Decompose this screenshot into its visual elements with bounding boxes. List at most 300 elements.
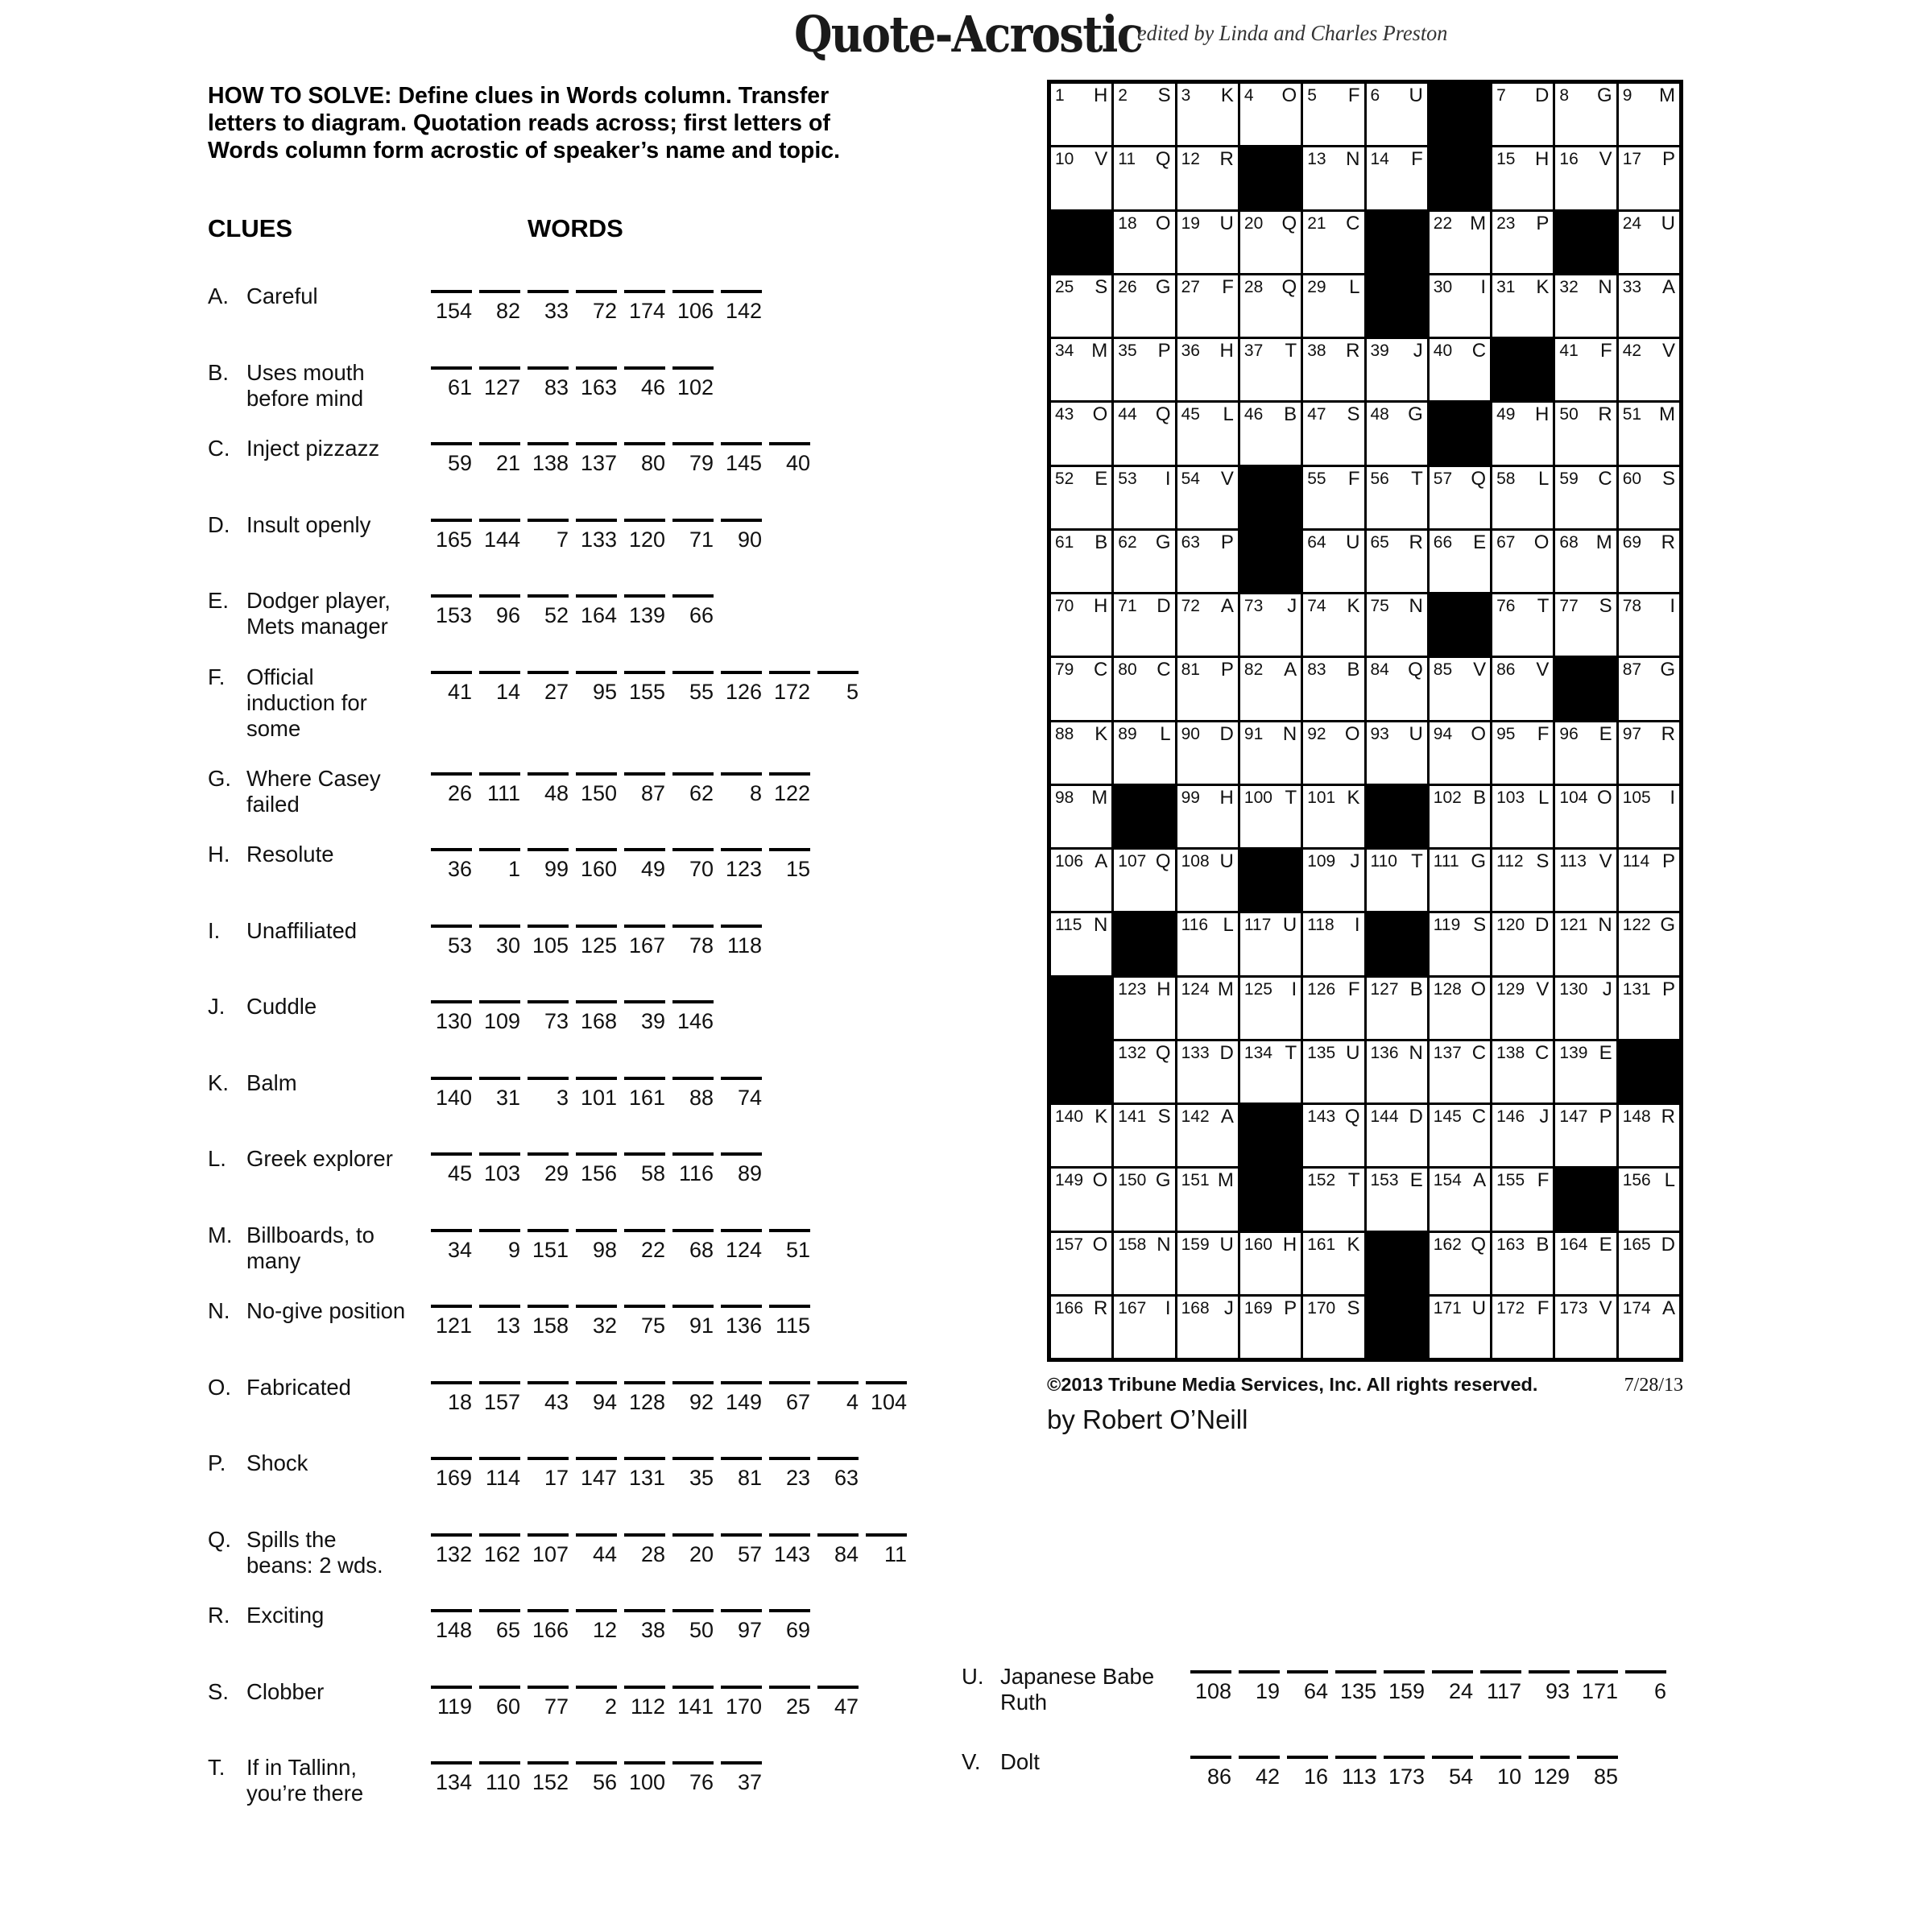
grid-cell[interactable] [1430, 786, 1490, 847]
grid-cell[interactable] [1240, 403, 1301, 464]
answer-blank[interactable]: 31 [479, 1077, 520, 1111]
answer-blank[interactable]: 16 [1287, 1756, 1328, 1789]
answer-blank[interactable]: 56 [576, 1761, 617, 1795]
answer-blank[interactable]: 127 [479, 366, 520, 400]
answer-blank[interactable]: 86 [1190, 1756, 1231, 1789]
grid-cell[interactable] [1303, 594, 1363, 656]
grid-cell[interactable] [1240, 658, 1301, 719]
answer-blank[interactable]: 138 [528, 442, 569, 476]
answer-blank[interactable]: 35 [672, 1457, 714, 1491]
answer-blank[interactable]: 153 [431, 594, 472, 628]
grid-cell[interactable] [1367, 850, 1427, 911]
grid-cell[interactable] [1114, 658, 1174, 719]
answer-blank[interactable]: 142 [721, 290, 762, 324]
answer-blank[interactable]: 72 [576, 290, 617, 324]
grid-cell[interactable] [1240, 275, 1301, 337]
answer-blank[interactable]: 91 [672, 1305, 714, 1338]
answer-blank[interactable]: 143 [769, 1533, 810, 1567]
answer-blank[interactable]: 43 [528, 1381, 569, 1415]
grid-cell[interactable] [1492, 147, 1553, 209]
answer-blank[interactable]: 65 [479, 1609, 520, 1643]
answer-blank[interactable]: 144 [479, 519, 520, 552]
grid-cell[interactable] [1367, 339, 1427, 400]
grid-cell[interactable] [1051, 594, 1111, 656]
grid-cell[interactable] [1430, 913, 1490, 974]
answer-blank[interactable]: 140 [431, 1077, 472, 1111]
answer-blank[interactable]: 32 [576, 1305, 617, 1338]
answer-blank[interactable]: 108 [1190, 1670, 1231, 1704]
grid-cell[interactable] [1240, 722, 1301, 784]
answer-blank[interactable]: 45 [431, 1152, 472, 1186]
answer-blank[interactable]: 167 [624, 925, 665, 958]
grid-cell[interactable] [1177, 147, 1238, 209]
grid-cell[interactable] [1114, 531, 1174, 592]
answer-blank[interactable]: 84 [817, 1533, 859, 1567]
answer-blank[interactable]: 62 [672, 772, 714, 806]
grid-cell[interactable] [1303, 1233, 1363, 1294]
answer-blank[interactable]: 169 [431, 1457, 472, 1491]
grid-cell[interactable] [1430, 212, 1490, 273]
answer-blank[interactable]: 87 [624, 772, 665, 806]
grid-cell[interactable] [1555, 275, 1616, 337]
answer-blank[interactable]: 103 [479, 1152, 520, 1186]
grid-cell[interactable] [1367, 1041, 1427, 1103]
grid-cell[interactable] [1303, 147, 1363, 209]
answer-blank[interactable]: 89 [721, 1152, 762, 1186]
answer-blank[interactable]: 82 [479, 290, 520, 324]
grid-cell[interactable] [1114, 978, 1174, 1039]
grid-cell[interactable] [1367, 1169, 1427, 1230]
grid-cell[interactable] [1555, 1041, 1616, 1103]
grid-cell[interactable] [1114, 275, 1174, 337]
grid-cell[interactable] [1430, 1297, 1490, 1358]
answer-blank[interactable]: 118 [721, 925, 762, 958]
answer-blank[interactable]: 161 [624, 1077, 665, 1111]
answer-blank[interactable]: 8 [721, 772, 762, 806]
grid-cell[interactable] [1430, 275, 1490, 337]
answer-blank[interactable]: 147 [576, 1457, 617, 1491]
answer-blank[interactable]: 110 [479, 1761, 520, 1795]
grid-cell[interactable] [1430, 339, 1490, 400]
grid-cell[interactable] [1177, 339, 1238, 400]
grid-cell[interactable] [1177, 403, 1238, 464]
grid-cell[interactable] [1303, 1105, 1363, 1166]
answer-blank[interactable]: 151 [528, 1229, 569, 1263]
grid-cell[interactable] [1555, 403, 1616, 464]
grid-cell[interactable] [1303, 339, 1363, 400]
grid-cell[interactable] [1240, 786, 1301, 847]
answer-blank[interactable]: 26 [431, 772, 472, 806]
answer-blank[interactable]: 90 [721, 519, 762, 552]
grid-cell[interactable] [1114, 1105, 1174, 1166]
grid-cell[interactable] [1303, 978, 1363, 1039]
answer-blank[interactable]: 152 [528, 1761, 569, 1795]
grid-cell[interactable] [1177, 467, 1238, 528]
answer-blank[interactable]: 156 [576, 1152, 617, 1186]
answer-blank[interactable]: 124 [721, 1229, 762, 1263]
grid-cell[interactable] [1619, 212, 1679, 273]
grid-cell[interactable] [1555, 1297, 1616, 1358]
grid-cell[interactable] [1240, 212, 1301, 273]
answer-blank[interactable]: 23 [769, 1457, 810, 1491]
answer-blank[interactable]: 119 [431, 1686, 472, 1719]
answer-blank[interactable]: 53 [431, 925, 472, 958]
answer-blank[interactable]: 1 [479, 848, 520, 882]
answer-blank[interactable]: 141 [672, 1686, 714, 1719]
grid-cell[interactable] [1430, 1169, 1490, 1230]
grid-cell[interactable] [1492, 275, 1553, 337]
answer-blank[interactable]: 38 [624, 1609, 665, 1643]
answer-blank[interactable]: 60 [479, 1686, 520, 1719]
answer-blank[interactable]: 61 [431, 366, 472, 400]
grid-cell[interactable] [1177, 1233, 1238, 1294]
answer-blank[interactable]: 97 [721, 1609, 762, 1643]
answer-blank[interactable]: 44 [576, 1533, 617, 1567]
answer-blank[interactable]: 21 [479, 442, 520, 476]
grid-cell[interactable] [1555, 913, 1616, 974]
grid-cell[interactable] [1367, 467, 1427, 528]
grid-cell[interactable] [1492, 1041, 1553, 1103]
grid-cell[interactable] [1555, 467, 1616, 528]
grid-cell[interactable] [1619, 850, 1679, 911]
grid-cell[interactable] [1177, 978, 1238, 1039]
answer-blank[interactable]: 29 [528, 1152, 569, 1186]
answer-blank[interactable]: 92 [672, 1381, 714, 1415]
answer-blank[interactable]: 137 [576, 442, 617, 476]
answer-blank[interactable]: 95 [576, 671, 617, 705]
grid-cell[interactable] [1051, 467, 1111, 528]
grid-cell[interactable] [1430, 850, 1490, 911]
answer-blank[interactable]: 96 [479, 594, 520, 628]
answer-blank[interactable]: 67 [769, 1381, 810, 1415]
grid-cell[interactable] [1430, 467, 1490, 528]
grid-cell[interactable] [1114, 594, 1174, 656]
answer-blank[interactable]: 41 [431, 671, 472, 705]
grid-cell[interactable] [1555, 850, 1616, 911]
grid-cell[interactable] [1555, 594, 1616, 656]
answer-blank[interactable]: 114 [479, 1457, 520, 1491]
grid-cell[interactable] [1619, 1233, 1679, 1294]
grid-cell[interactable] [1619, 913, 1679, 974]
answer-blank[interactable]: 150 [576, 772, 617, 806]
answer-blank[interactable]: 136 [721, 1305, 762, 1338]
answer-blank[interactable]: 12 [576, 1609, 617, 1643]
answer-blank[interactable]: 131 [624, 1457, 665, 1491]
grid-cell[interactable] [1555, 722, 1616, 784]
grid-cell[interactable] [1555, 531, 1616, 592]
answer-blank[interactable]: 128 [624, 1381, 665, 1415]
answer-blank[interactable]: 28 [624, 1533, 665, 1567]
grid-cell[interactable] [1240, 1041, 1301, 1103]
answer-blank[interactable]: 173 [1384, 1756, 1425, 1789]
grid-cell[interactable] [1367, 722, 1427, 784]
grid-cell[interactable] [1430, 1105, 1490, 1166]
grid-cell[interactable] [1114, 467, 1174, 528]
grid-cell[interactable] [1303, 1169, 1363, 1230]
answer-blank[interactable]: 74 [721, 1077, 762, 1111]
answer-blank[interactable]: 170 [721, 1686, 762, 1719]
grid-cell[interactable] [1619, 147, 1679, 209]
grid-cell[interactable] [1430, 1041, 1490, 1103]
grid-cell[interactable] [1177, 84, 1238, 145]
answer-blank[interactable]: 37 [721, 1761, 762, 1795]
answer-blank[interactable]: 99 [528, 848, 569, 882]
grid-cell[interactable] [1367, 531, 1427, 592]
grid-cell[interactable] [1492, 850, 1553, 911]
grid-cell[interactable] [1114, 147, 1174, 209]
grid-cell[interactable] [1303, 1297, 1363, 1358]
grid-cell[interactable] [1430, 658, 1490, 719]
grid-cell[interactable] [1367, 147, 1427, 209]
answer-blank[interactable]: 171 [1577, 1670, 1618, 1704]
grid-cell[interactable] [1492, 913, 1553, 974]
answer-blank[interactable]: 101 [576, 1077, 617, 1111]
answer-blank[interactable]: 122 [769, 772, 810, 806]
answer-blank[interactable]: 117 [1480, 1670, 1521, 1704]
answer-blank[interactable]: 78 [672, 925, 714, 958]
grid-cell[interactable] [1619, 1297, 1679, 1358]
grid-cell[interactable] [1619, 275, 1679, 337]
answer-blank[interactable]: 77 [528, 1686, 569, 1719]
answer-blank[interactable]: 81 [721, 1457, 762, 1491]
grid-cell[interactable] [1303, 786, 1363, 847]
answer-blank[interactable]: 15 [769, 848, 810, 882]
answer-blank[interactable]: 121 [431, 1305, 472, 1338]
answer-blank[interactable]: 22 [624, 1229, 665, 1263]
answer-blank[interactable]: 80 [624, 442, 665, 476]
answer-blank[interactable]: 125 [576, 925, 617, 958]
answer-blank[interactable]: 83 [528, 366, 569, 400]
grid-cell[interactable] [1367, 594, 1427, 656]
answer-blank[interactable]: 11 [866, 1533, 907, 1567]
grid-cell[interactable] [1240, 913, 1301, 974]
answer-blank[interactable]: 132 [431, 1533, 472, 1567]
grid-cell[interactable] [1492, 594, 1553, 656]
grid-cell[interactable] [1177, 850, 1238, 911]
grid-cell[interactable] [1177, 212, 1238, 273]
grid-cell[interactable] [1303, 212, 1363, 273]
answer-blank[interactable]: 73 [528, 1000, 569, 1034]
grid-cell[interactable] [1240, 1297, 1301, 1358]
answer-blank[interactable]: 154 [431, 290, 472, 324]
answer-blank[interactable]: 39 [624, 1000, 665, 1034]
answer-blank[interactable]: 98 [576, 1229, 617, 1263]
answer-blank[interactable]: 51 [769, 1229, 810, 1263]
grid-cell[interactable] [1303, 84, 1363, 145]
grid-cell[interactable] [1051, 1233, 1111, 1294]
grid-cell[interactable] [1177, 1297, 1238, 1358]
grid-cell[interactable] [1177, 594, 1238, 656]
grid-cell[interactable] [1114, 1041, 1174, 1103]
grid-cell[interactable] [1492, 1297, 1553, 1358]
answer-blank[interactable]: 36 [431, 848, 472, 882]
grid-cell[interactable] [1492, 722, 1553, 784]
answer-blank[interactable]: 50 [672, 1609, 714, 1643]
answer-blank[interactable]: 59 [431, 442, 472, 476]
answer-blank[interactable]: 85 [1577, 1756, 1618, 1789]
answer-blank[interactable]: 172 [769, 671, 810, 705]
answer-blank[interactable]: 126 [721, 671, 762, 705]
answer-blank[interactable]: 139 [624, 594, 665, 628]
grid-cell[interactable] [1177, 531, 1238, 592]
grid-cell[interactable] [1051, 403, 1111, 464]
grid-cell[interactable] [1114, 84, 1174, 145]
answer-blank[interactable]: 107 [528, 1533, 569, 1567]
grid-cell[interactable] [1051, 1105, 1111, 1166]
answer-blank[interactable]: 55 [672, 671, 714, 705]
grid-cell[interactable] [1240, 84, 1301, 145]
grid-cell[interactable] [1430, 978, 1490, 1039]
grid-cell[interactable] [1177, 658, 1238, 719]
grid-cell[interactable] [1555, 339, 1616, 400]
answer-blank[interactable]: 54 [1432, 1756, 1473, 1789]
grid-cell[interactable] [1051, 84, 1111, 145]
answer-blank[interactable]: 149 [721, 1381, 762, 1415]
answer-blank[interactable]: 174 [624, 290, 665, 324]
grid-cell[interactable] [1555, 84, 1616, 145]
answer-blank[interactable]: 105 [528, 925, 569, 958]
grid-cell[interactable] [1367, 978, 1427, 1039]
answer-blank[interactable]: 17 [528, 1457, 569, 1491]
answer-blank[interactable]: 18 [431, 1381, 472, 1415]
grid-cell[interactable] [1367, 1105, 1427, 1166]
grid-cell[interactable] [1177, 722, 1238, 784]
grid-cell[interactable] [1555, 786, 1616, 847]
grid-cell[interactable] [1240, 978, 1301, 1039]
answer-blank[interactable]: 104 [866, 1381, 907, 1415]
answer-blank[interactable]: 6 [1625, 1670, 1666, 1704]
answer-blank[interactable]: 76 [672, 1761, 714, 1795]
grid-cell[interactable] [1492, 658, 1553, 719]
answer-blank[interactable]: 165 [431, 519, 472, 552]
grid-cell[interactable] [1492, 212, 1553, 273]
grid-cell[interactable] [1303, 403, 1363, 464]
grid-cell[interactable] [1430, 722, 1490, 784]
grid-cell[interactable] [1051, 1169, 1111, 1230]
answer-blank[interactable]: 162 [479, 1533, 520, 1567]
grid-cell[interactable] [1114, 403, 1174, 464]
grid-cell[interactable] [1177, 913, 1238, 974]
answer-blank[interactable]: 46 [624, 366, 665, 400]
answer-blank[interactable]: 3 [528, 1077, 569, 1111]
answer-blank[interactable]: 102 [672, 366, 714, 400]
answer-blank[interactable]: 42 [1239, 1756, 1280, 1789]
grid-cell[interactable] [1303, 1041, 1363, 1103]
answer-blank[interactable]: 40 [769, 442, 810, 476]
answer-blank[interactable]: 146 [672, 1000, 714, 1034]
answer-blank[interactable]: 64 [1287, 1670, 1328, 1704]
grid-cell[interactable] [1303, 467, 1363, 528]
answer-blank[interactable]: 14 [479, 671, 520, 705]
answer-blank[interactable]: 120 [624, 519, 665, 552]
grid-cell[interactable] [1619, 1105, 1679, 1166]
answer-blank[interactable]: 20 [672, 1533, 714, 1567]
answer-blank[interactable]: 93 [1529, 1670, 1570, 1704]
grid-cell[interactable] [1619, 403, 1679, 464]
grid-cell[interactable] [1240, 594, 1301, 656]
answer-blank[interactable]: 164 [576, 594, 617, 628]
grid-cell[interactable] [1492, 1105, 1553, 1166]
answer-blank[interactable]: 115 [769, 1305, 810, 1338]
answer-blank[interactable]: 168 [576, 1000, 617, 1034]
grid-cell[interactable] [1303, 722, 1363, 784]
answer-blank[interactable]: 88 [672, 1077, 714, 1111]
grid-cell[interactable] [1367, 658, 1427, 719]
answer-blank[interactable]: 19 [1239, 1670, 1280, 1704]
answer-blank[interactable]: 166 [528, 1609, 569, 1643]
answer-blank[interactable]: 4 [817, 1381, 859, 1415]
answer-blank[interactable]: 111 [479, 772, 520, 806]
answer-blank[interactable]: 24 [1432, 1670, 1473, 1704]
answer-blank[interactable]: 133 [576, 519, 617, 552]
answer-blank[interactable]: 57 [721, 1533, 762, 1567]
grid-cell[interactable] [1051, 850, 1111, 911]
grid-cell[interactable] [1114, 722, 1174, 784]
answer-blank[interactable]: 134 [431, 1761, 472, 1795]
answer-blank[interactable]: 163 [576, 366, 617, 400]
grid-cell[interactable] [1051, 913, 1111, 974]
grid-cell[interactable] [1430, 1233, 1490, 1294]
answer-blank[interactable]: 70 [672, 848, 714, 882]
grid-cell[interactable] [1619, 467, 1679, 528]
answer-blank[interactable]: 155 [624, 671, 665, 705]
answer-blank[interactable]: 33 [528, 290, 569, 324]
grid-cell[interactable] [1177, 1105, 1238, 1166]
answer-blank[interactable]: 30 [479, 925, 520, 958]
answer-blank[interactable]: 112 [624, 1686, 665, 1719]
grid-cell[interactable] [1051, 722, 1111, 784]
answer-blank[interactable]: 25 [769, 1686, 810, 1719]
grid-cell[interactable] [1177, 786, 1238, 847]
answer-blank[interactable]: 129 [1529, 1756, 1570, 1789]
grid-cell[interactable] [1051, 339, 1111, 400]
answer-blank[interactable]: 109 [479, 1000, 520, 1034]
answer-blank[interactable]: 145 [721, 442, 762, 476]
grid-cell[interactable] [1555, 147, 1616, 209]
answer-blank[interactable]: 159 [1384, 1670, 1425, 1704]
grid-cell[interactable] [1303, 658, 1363, 719]
answer-blank[interactable]: 75 [624, 1305, 665, 1338]
answer-blank[interactable]: 66 [672, 594, 714, 628]
answer-blank[interactable]: 49 [624, 848, 665, 882]
grid-cell[interactable] [1303, 531, 1363, 592]
grid-cell[interactable] [1619, 84, 1679, 145]
answer-blank[interactable]: 116 [672, 1152, 714, 1186]
grid-cell[interactable] [1240, 339, 1301, 400]
grid-cell[interactable] [1492, 403, 1553, 464]
answer-blank[interactable]: 47 [817, 1686, 859, 1719]
grid-cell[interactable] [1177, 1041, 1238, 1103]
grid-cell[interactable] [1114, 212, 1174, 273]
grid-cell[interactable] [1367, 403, 1427, 464]
answer-blank[interactable]: 123 [721, 848, 762, 882]
grid-cell[interactable] [1492, 467, 1553, 528]
answer-blank[interactable]: 106 [672, 290, 714, 324]
grid-cell[interactable] [1114, 1297, 1174, 1358]
grid-cell[interactable] [1619, 339, 1679, 400]
grid-cell[interactable] [1619, 594, 1679, 656]
grid-cell[interactable] [1114, 1233, 1174, 1294]
answer-blank[interactable]: 13 [479, 1305, 520, 1338]
grid-cell[interactable] [1430, 531, 1490, 592]
answer-blank[interactable]: 10 [1480, 1756, 1521, 1789]
answer-blank[interactable]: 2 [576, 1686, 617, 1719]
answer-blank[interactable]: 158 [528, 1305, 569, 1338]
answer-blank[interactable]: 27 [528, 671, 569, 705]
answer-blank[interactable]: 94 [576, 1381, 617, 1415]
answer-blank[interactable]: 52 [528, 594, 569, 628]
grid-cell[interactable] [1303, 275, 1363, 337]
